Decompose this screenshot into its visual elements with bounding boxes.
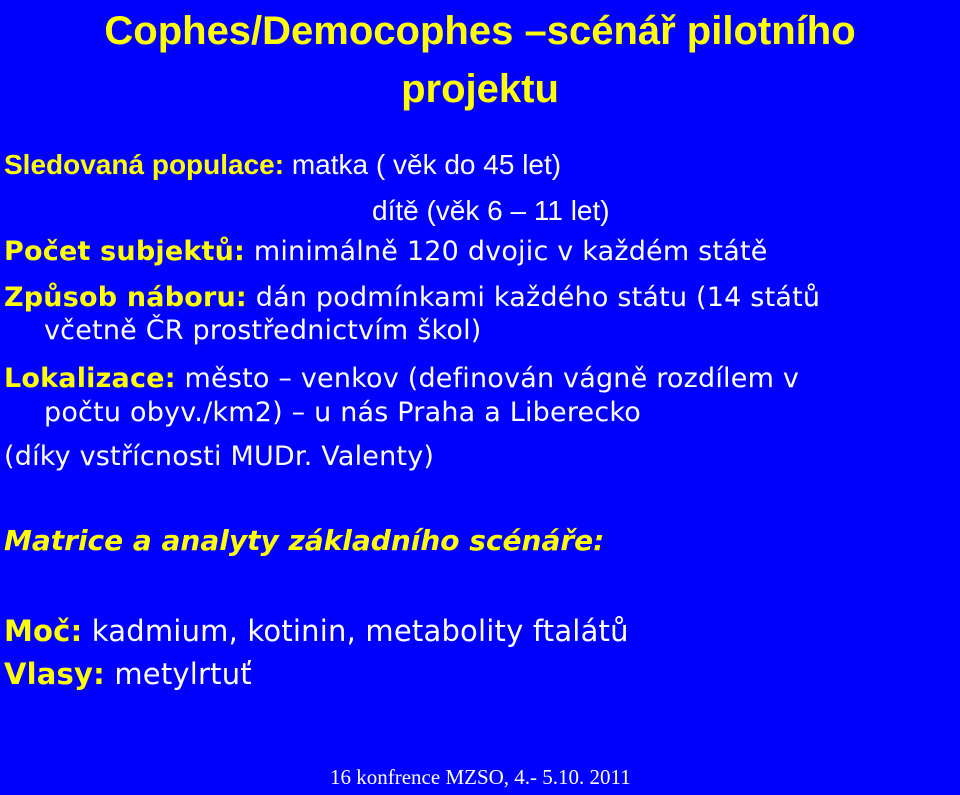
location-value-1: město – venkov (definován vágně rozdílem v — [184, 363, 800, 394]
location-row-3 — [4, 440, 434, 474]
location-row — [4, 362, 799, 396]
recruitment-row — [4, 281, 820, 315]
location-value-2: počtu obyv./km2) – u nás Praha a Liberecko — [44, 397, 641, 428]
hair-value: metylrtuť — [114, 657, 252, 691]
title-line-1: Cophes/Democophes –scénář pilotního — [104, 9, 856, 53]
urine-row — [4, 612, 629, 650]
subjects-value: minimálně 120 dvojic v každém státě — [253, 236, 768, 267]
matrix-heading: Matrice a analyty základního scénáře: — [4, 524, 605, 557]
recruitment-value-2: včetně ČR prostřednictvím škol) — [44, 315, 482, 346]
footer-text: 16 konfrence MZSO, 4.- 5.10. 2011 — [330, 765, 631, 789]
recruitment-label: Způsob náboru: — [4, 282, 247, 313]
subjects-row — [4, 235, 768, 269]
recruitment-value-1: dán podmínkami každého státu (14 států — [255, 282, 821, 313]
urine-label: Moč: — [4, 614, 83, 648]
location-value-3: (díky vstřícnosti MUDr. Valenty) — [4, 441, 435, 472]
recruitment-row-2 — [44, 314, 482, 348]
population-value-2: dítě (věk 6 – 11 let) — [372, 195, 610, 226]
urine-value: kadmium, kotinin, metabolity ftalátů — [91, 614, 629, 648]
population-value-1: matka ( věk do 45 let) — [291, 149, 562, 180]
location-label: Lokalizace: — [4, 363, 176, 394]
hair-row — [4, 655, 252, 693]
population-row — [4, 148, 561, 182]
title-line-2: projektu — [401, 67, 559, 111]
location-row-2 — [44, 396, 641, 430]
slide-title — [0, 2, 960, 118]
population-label: Sledovaná populace: — [4, 149, 285, 180]
population-row-2 — [372, 194, 610, 228]
subjects-label: Počet subjektů: — [4, 236, 246, 267]
hair-label: Vlasy: — [4, 657, 105, 691]
